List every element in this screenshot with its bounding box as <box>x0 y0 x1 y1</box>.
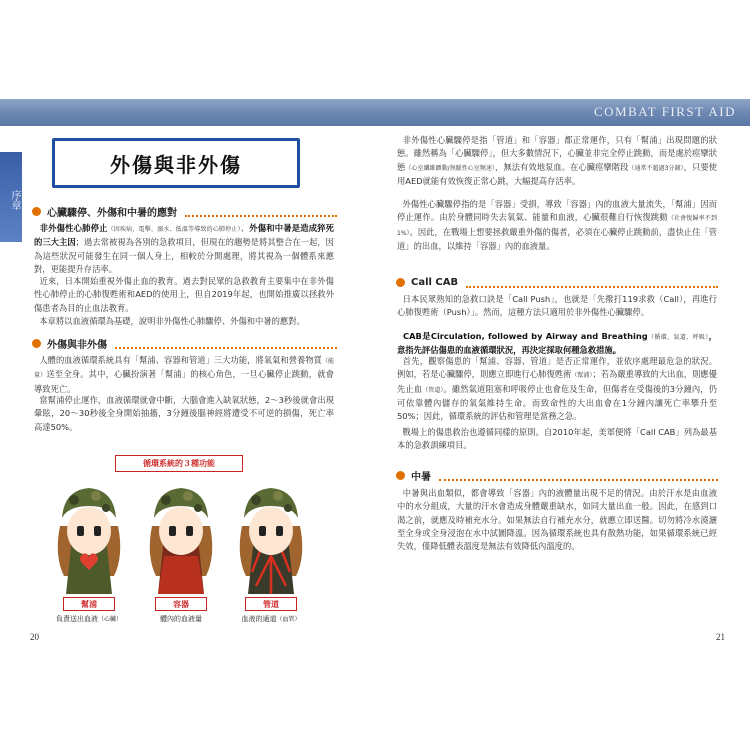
text-span: 送至全身。其中，心臟扮演著「幫浦」的核心角色，一旦心臟停止跳動，就會導致死亡。 <box>34 369 334 394</box>
paragraph-chapter-intro <box>34 315 334 328</box>
text-span: 非外傷性心臟驟停是指「管道」和「容器」都正常運作，只有「幫浦」出現問題的狀態。雖然稱為「心臟驟停」，但大多數情況下，心臟並非完全停止跳動，而是處於痙攣狀態 <box>397 135 717 172</box>
page-number-right: 21 <box>716 632 725 642</box>
small-note: （幫浦） <box>571 372 593 380</box>
paragraph-heatstroke <box>397 487 717 553</box>
page-number-left: 20 <box>30 632 39 642</box>
section-heading-emergency <box>32 202 337 220</box>
text-span: 日本民眾熟知的急救口訣是「Call Push」，也就是「先撥打119求救（Call），再進行心肺復甦術（Push）」。然而，這種方法只適用於非外傷性心臟驟停。 <box>397 294 717 318</box>
text-span: ；若為嚴重導致的大出血，則應優先止血 <box>397 369 717 394</box>
text-span: 。因此，在戰場上想要拯救嚴重外傷的傷者，必須在心臟停止跳動前，盡快止住「管道」的出血，以維持「容器」內的血液量。 <box>397 226 717 251</box>
text-span: 首先，觀察傷患的「幫浦、容器、管道」是否正常運作，並依序處理最危急的狀況。例如，若是心臟驟停，則應立即進行心肺復甦術 <box>397 356 717 380</box>
page-title: 外傷與非外傷 <box>110 152 242 177</box>
banner-title: COMBAT FIRST AID <box>594 104 736 119</box>
paragraph-call-push <box>397 293 717 320</box>
small-note: （血管） <box>276 616 301 623</box>
bullet-dot-icon <box>396 471 405 480</box>
figure-subcaption-pump <box>44 614 134 624</box>
text-span: 外傷性心臟驟停指的是「容器」受損，導致「容器」內的血液大量流失，「幫浦」因而停止運作。由於身體同時失去氧氣、能量和血液，心臟很難自行恢復跳動 <box>397 199 717 223</box>
dotted-divider <box>466 286 718 288</box>
bold-term: 外傷和中暑是造成猝死的三大主因 <box>34 223 334 248</box>
chapter-tab: 序章 <box>0 152 22 242</box>
bold-term: 非外傷性心肺停止 <box>39 223 108 233</box>
small-note: （管道） <box>422 386 444 394</box>
text-span: 負責送出血液 <box>55 615 98 623</box>
header-banner <box>0 99 750 126</box>
page-title-box <box>52 138 300 188</box>
figure-caption: 循環系統的３種功能 <box>115 455 243 472</box>
text-span: 中暑與出血類似，都會導致「容器」內的液體量出現不足的情況。由於汗水是由血液中的水分組成，大量的汗水會造成身體嚴重缺水，如同大量出血一般。因此，在感到口渴之前，就應及時補充水分。如果無法自行補充水分，就應立即送醫。切勿將冷水澆灑至全身或全身浸泡在水中試圖降溫。因為循環系統也具有散熱功能，如果循環系統已經失效，僅降低體表溫度是無法有效降低內溫度的。 <box>397 488 717 552</box>
dotted-divider <box>185 215 337 217</box>
paragraph-nontraumatic-arrest <box>397 134 717 188</box>
soldier-vessels-illustration <box>232 476 310 596</box>
figure-label-container: 容器 <box>155 597 207 611</box>
paragraph-education <box>34 275 334 315</box>
text-span: 當幫浦停止運作，血液循環就會中斷，大腦會進入缺氧狀態，2～3秒後就會出現暈眩，20～30秒後全身開始抽搐，3分鐘後腦神經將遭受不可逆的損傷，死亡率高達50%。 <box>34 395 334 432</box>
bullet-dot-icon <box>396 278 405 287</box>
text-span: ，只要使用AED就能有效恢復正常心跳，大幅提高存活率。 <box>397 161 717 186</box>
section-title: 外傷與非外傷 <box>47 339 107 351</box>
figure-subcaption-container <box>136 614 226 624</box>
soldier-pump-illustration <box>50 476 128 596</box>
text-span: ，無法有效地泵血。在心臟痙攣階段 <box>495 161 629 172</box>
text-span: 人體的血液循環系統具有「幫浦、容器和管道」三大功能，將氧氣和營養物質 <box>39 355 322 365</box>
small-note: （心臟） <box>97 616 122 623</box>
bold-term: ，意指先評估傷患的血液循環狀況，再決定採取何種急救措施。 <box>397 331 717 356</box>
text-span: ；過去常被視為各別的急救項目，但現在的趨勢是將其整合在一起，因為這些狀況可能發生在同一個人身上，相較於分開處理，將其視為一個體系來應對，更能提升存活率。 <box>34 237 334 274</box>
dotted-divider <box>439 479 718 481</box>
section-title: 心臟驟停、外傷和中暑的應對 <box>47 207 177 219</box>
paragraph-traumatic-arrest <box>397 198 717 253</box>
text-span: 本章將以血液循環為基礎，說明非外傷性心肺驟停、外傷和中暑的應對。 <box>39 316 305 326</box>
section-title: 中暑 <box>411 471 431 483</box>
small-note: （因疾病、電擊、溺水、低溫等導致的心肺停止） <box>107 226 241 233</box>
section-heading-call-cab <box>396 273 718 291</box>
paragraph-battlefield <box>397 426 717 453</box>
section-title: Call CAB <box>411 276 459 288</box>
section-heading-heatstroke <box>396 466 718 484</box>
small-note: （循環、氣道、呼吸） <box>647 334 709 341</box>
text-span: 戰場上的傷患救治也遵循同樣的原則。自2010年起，美軍便將「Call CAB」列為最基本的急救訓練項目。 <box>397 427 717 451</box>
text-span: 血液的通道 <box>241 615 277 623</box>
text-span: 體內的血液量 <box>160 615 202 623</box>
small-note: （心室纖維顫動/無脈性心室頻速） <box>405 164 496 172</box>
dotted-divider <box>115 347 337 349</box>
bullet-dot-icon <box>32 207 41 216</box>
text-span: 近來，日本開始重視外傷止血的教育。過去對民眾的急救教育主要集中在非外傷性心肺停止的心肺復甦術和AED的使用上，但自2019年起，也開始推廣以拯救外傷患者為目的止血法教育。 <box>34 276 334 313</box>
soldier-container-illustration <box>142 476 220 596</box>
paragraph-causes <box>34 222 334 276</box>
paragraph-pump-failure <box>34 394 334 434</box>
figure-label-pump: 幫浦 <box>63 597 115 611</box>
small-note: （能量） <box>34 358 334 380</box>
figure-subcaption-vessels <box>226 614 316 624</box>
bullet-dot-icon <box>32 339 41 348</box>
text-span: 。雖然氣道阻塞和呼吸停止也會危及生命，但傷者在受傷後的3分鐘內，仍可依靠體內儲存的氧氣維持生命。而致命性的大出血會在1分鐘內讓死亡率攀升至50%；因此，循環系統的評估和管理是當務之急。 <box>397 383 717 422</box>
bold-term: CAB是Circulation, followed by Airway and Breathing <box>403 331 648 341</box>
paragraph-circulation <box>34 354 334 396</box>
paragraph-cab-procedure <box>397 355 717 423</box>
figure-label-vessels: 管道 <box>245 597 297 611</box>
small-note: （通常不超過3分鐘） <box>628 164 684 172</box>
paragraph-cab-definition <box>397 330 717 358</box>
small-note: （社會復歸率不到1%） <box>397 215 717 237</box>
section-heading-trauma <box>32 334 337 352</box>
text-span: 、 <box>240 223 250 233</box>
